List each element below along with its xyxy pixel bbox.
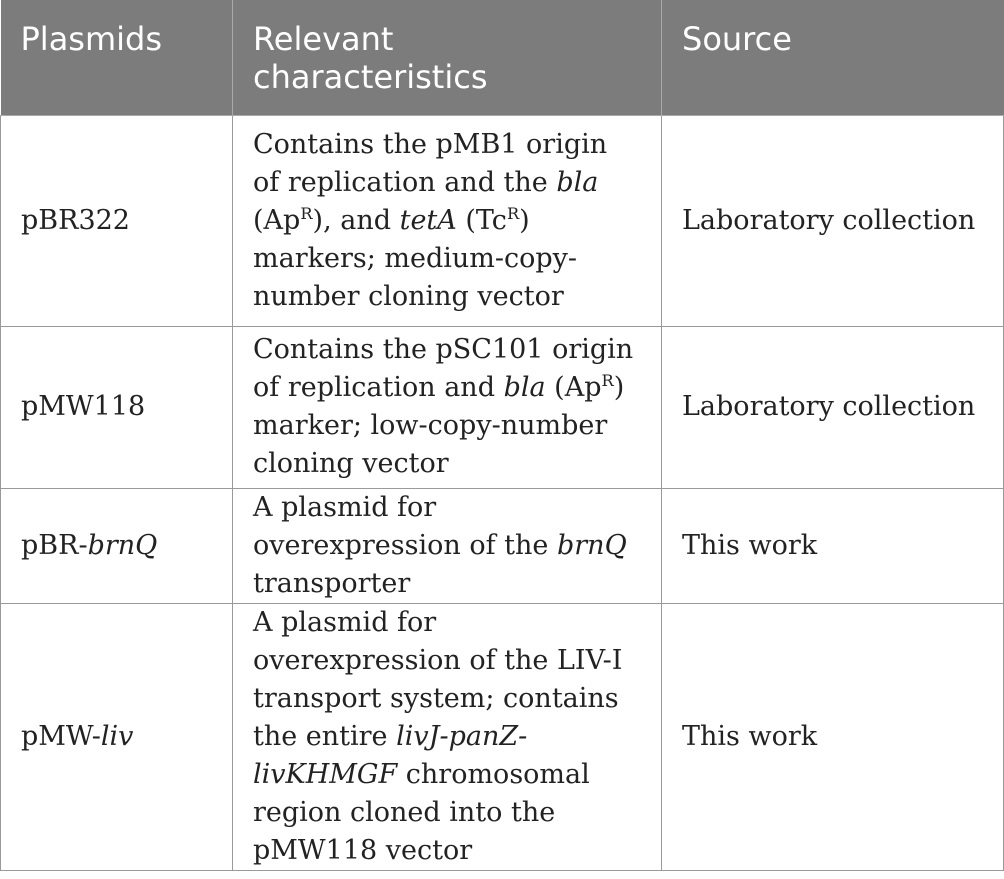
characteristics-text: ) markers; medium-copy-number cloning vector bbox=[253, 204, 578, 312]
plasmid-name-gene: liv bbox=[100, 720, 134, 752]
table-row bbox=[1, 115, 1004, 326]
plasmid-cell bbox=[1, 326, 233, 488]
plasmid-cell bbox=[1, 488, 233, 603]
plasmid-name: pMW118 bbox=[21, 391, 146, 422]
plasmid-name-gene: brnQ bbox=[87, 529, 158, 561]
table-row bbox=[1, 326, 1004, 488]
header-source bbox=[662, 0, 1004, 115]
table-row bbox=[1, 603, 1004, 870]
header-source-label: Source bbox=[682, 20, 792, 58]
characteristics-cell bbox=[233, 326, 662, 488]
source-text: Laboratory collection bbox=[682, 204, 976, 236]
source-text: This work bbox=[682, 529, 818, 561]
plasmid-name-prefix: pBR- bbox=[21, 529, 88, 561]
resistance-superscript: R bbox=[601, 371, 614, 390]
characteristics-cell bbox=[233, 603, 662, 870]
characteristics-cell bbox=[233, 488, 662, 603]
characteristics-text: Contains the pMB1 origin of replication and the bbox=[253, 128, 608, 198]
source-cell bbox=[662, 326, 1004, 488]
characteristics-text: A plasmid for overexpression of the bbox=[253, 491, 557, 561]
source-cell bbox=[662, 488, 1004, 603]
plasmid-name: pBR322 bbox=[21, 204, 130, 236]
characteristics-text: chromosomal region cloned into the pMW118 vector bbox=[253, 758, 590, 866]
characteristics-text: Contains the pSC101 origin of replication and bbox=[253, 334, 634, 403]
characteristics-cell bbox=[233, 115, 662, 326]
plasmid-cell bbox=[1, 603, 233, 870]
characteristics-text: (Ap bbox=[253, 204, 301, 236]
gene-name: tetA bbox=[399, 204, 457, 236]
characteristics-text: transporter bbox=[253, 567, 411, 599]
characteristics-text: (Ap bbox=[545, 372, 602, 403]
source-cell bbox=[662, 115, 1004, 326]
characteristics-text: A plasmid for overexpression of the LIV-I transport system; contains the entire bbox=[253, 606, 623, 752]
table-row bbox=[1, 488, 1004, 603]
gene-name: bla bbox=[503, 372, 546, 403]
gene-region: livJ-panZ-livKHMGF bbox=[253, 720, 528, 790]
header-relevant-line1: Relevant bbox=[253, 20, 394, 58]
characteristics-text: (Tc bbox=[456, 204, 507, 236]
characteristics-text: ) marker; low-copy-number cloning vector bbox=[253, 372, 625, 479]
header-plasmids-label: Plasmids bbox=[20, 20, 163, 58]
gene-name: brnQ bbox=[556, 529, 627, 561]
header-plasmids bbox=[1, 0, 233, 115]
characteristics-text: ), and bbox=[312, 204, 400, 236]
resistance-superscript: R bbox=[300, 203, 313, 223]
header-relevant-characteristics bbox=[233, 0, 662, 115]
header-row bbox=[1, 0, 1004, 115]
source-text: This work bbox=[682, 720, 818, 752]
gene-name: bla bbox=[556, 166, 599, 198]
plasmid-cell bbox=[1, 115, 233, 326]
header-relevant-line2: characteristics bbox=[253, 58, 488, 96]
resistance-superscript: R bbox=[506, 203, 520, 223]
source-cell bbox=[662, 603, 1004, 870]
plasmid-name-prefix: pMW- bbox=[21, 720, 101, 752]
source-text: Laboratory collection bbox=[682, 391, 976, 422]
